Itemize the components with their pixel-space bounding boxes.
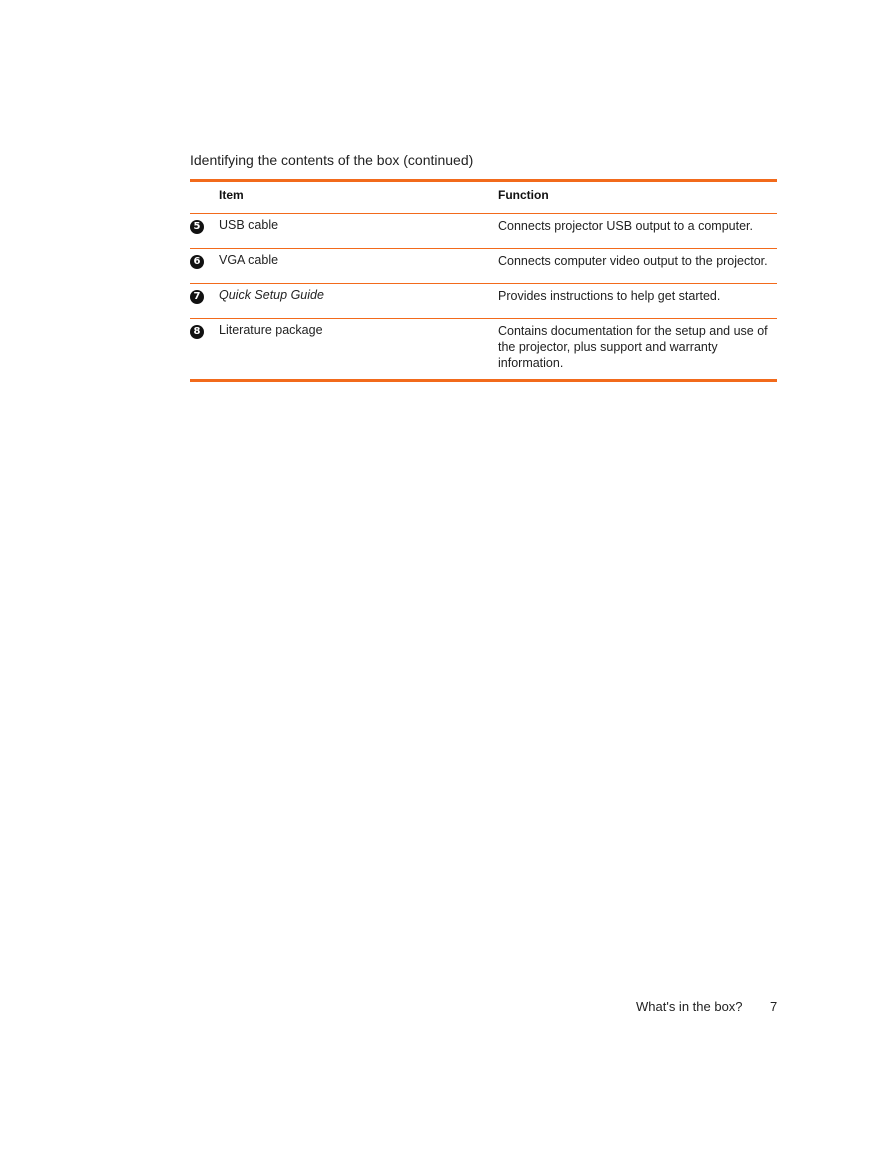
row-item: USB cable (219, 218, 279, 232)
row-function: Contains documentation for the setup and use of the projector, plus support and warranty information. (498, 324, 768, 370)
row-function: Connects computer video output to the projector. (498, 254, 768, 268)
callout-number-icon: 8 (190, 325, 204, 339)
header-function: Function (498, 188, 549, 202)
table-bottom-rule (190, 379, 777, 382)
callout-number-icon: 6 (190, 255, 204, 269)
table-header-row (190, 182, 777, 213)
table-row (190, 249, 777, 283)
row-function: Provides instructions to help get started. (498, 289, 721, 303)
table-caption: Identifying the contents of the box (continued) (190, 152, 474, 168)
footer-section-title: What's in the box? (636, 999, 743, 1014)
contents-table (190, 179, 777, 382)
row-item: Literature package (219, 323, 323, 337)
row-item: Quick Setup Guide (219, 288, 324, 302)
page-number: 7 (770, 999, 778, 1014)
callout-number-icon: 5 (190, 220, 204, 234)
table-row (190, 319, 777, 379)
row-item: VGA cable (219, 253, 279, 267)
row-function: Connects projector USB output to a computer. (498, 219, 753, 233)
callout-number-icon: 7 (190, 290, 204, 304)
header-item: Item (219, 188, 244, 202)
table-row (190, 284, 777, 318)
table-row (190, 214, 777, 248)
